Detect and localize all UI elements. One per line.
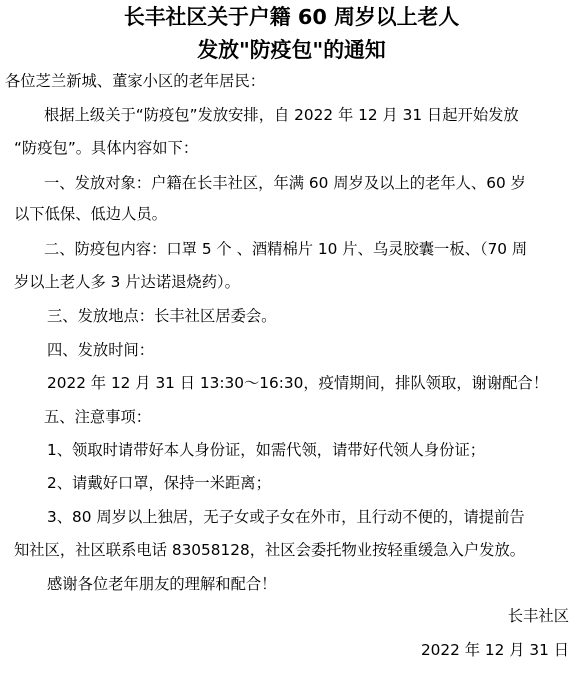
section-5-item-1: 1、领取时请带好本人身份证，如需代领，请带好代领人身份证； [47,441,486,459]
section-5-item-3-line-2: 知社区，社区联系电话 83058128，社区会委托物业按轻重缓急入户发放。 [14,541,526,559]
intro-line-2: “防疫包”。具体内容如下： [14,139,199,157]
section-1-line-1: 一、发放对象：户籍在长丰社区，年满 60 周岁及以上的老年人、60 岁 [44,174,526,192]
section-4-heading: 四、发放时间： [47,341,155,359]
signature: 长丰社区 [507,607,569,625]
section-1-line-2: 以下低保、低边人员。 [14,205,167,223]
section-4-detail: 2022 年 12 月 31 日 13:30～16:30，疫情期间，排队领取，谢谢配合！ [47,374,549,392]
notice-title-line-2: 发放"防疫包"的通知 [197,38,386,62]
section-5-item-3-line-1: 3、80 周岁以上独居，无子女或子女在外市，且行动不便的，请提前告 [47,508,525,526]
thanks-line: 感谢各位老年朋友的理解和配合！ [47,575,277,593]
section-2-line-1: 二、防疫包内容：口罩 5 个 、酒精棉片 10 片、乌灵胶囊一板、（70 周 [44,240,528,258]
section-3: 三、发放地点：长丰社区居委会。 [47,307,277,325]
notice-date: 2022 年 12 月 31 日 [420,641,569,659]
notice-title-line-1: 长丰社区关于户籍 60 周岁以上老人 [123,5,460,29]
section-5-item-2: 2、请戴好口罩，保持一米距离； [47,474,271,492]
intro-line-1: 根据上级关于“防疫包”发放安排，自 2022 年 12 月 31 日起开始发放 [44,106,519,124]
greeting: 各位芝兰新城、董家小区的老年居民： [5,72,266,90]
section-2-line-2: 岁以上老人多 3 片达诺退烧药）。 [14,273,240,291]
section-5-heading: 五、注意事项： [44,408,152,426]
